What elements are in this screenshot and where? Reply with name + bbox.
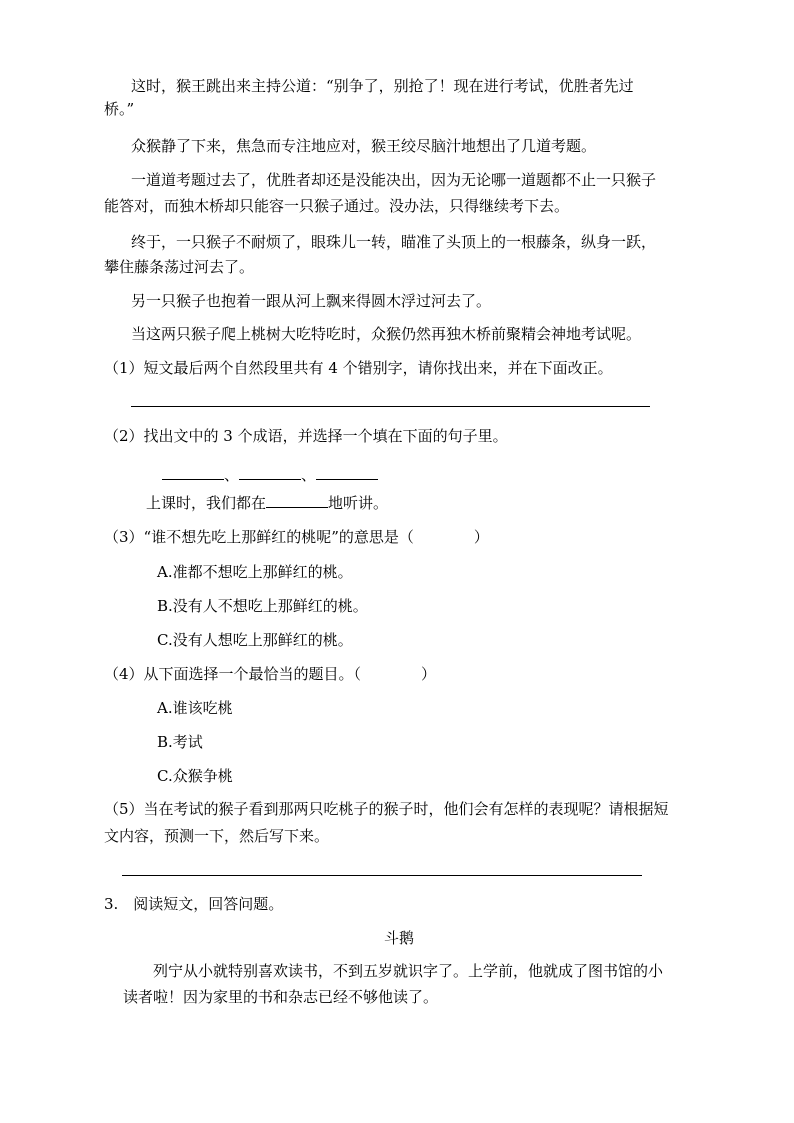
question-3-option-c: C.没有人想吃上那鲜红的桃。 bbox=[157, 631, 353, 649]
question-4: （4）从下面选择一个最恰当的题目。（ ） bbox=[104, 665, 437, 683]
passage-paragraph-6: 当这两只猴子爬上桃树大吃特吃时，众猴仍然再独木桥前聚精会神地考试呢。 bbox=[131, 325, 642, 343]
question-5-line-2: 文内容，预测一下，然后写下来。 bbox=[104, 827, 330, 845]
passage-paragraph-3-line-2: 能答对，而独木桥却只能容一只猴子通过。没办法，只得继续考下去。 bbox=[104, 197, 570, 215]
idiom-blank-1[interactable] bbox=[162, 463, 224, 480]
answer-line-1[interactable] bbox=[131, 406, 650, 407]
question-5-line-1: （5）当在考试的猴子看到那两只吃桃子的猴子时，他们会有怎样的表现呢？请根据短 bbox=[104, 800, 669, 818]
question-4-option-a: A.谁该吃桃 bbox=[157, 699, 233, 717]
section-3-paragraph-line-1: 列宁从小就特别喜欢读书，不到五岁就识字了。上学前，他就成了图书馆的小 bbox=[153, 962, 664, 980]
passage-paragraph-5: 另一只猴子也抱着一跟从河上飘来得圆木浮过河去了。 bbox=[131, 292, 492, 310]
section-3-title: 斗鹅 bbox=[384, 929, 415, 947]
answer-line-5[interactable] bbox=[122, 875, 642, 876]
idiom-blank-3[interactable] bbox=[316, 463, 378, 480]
passage-paragraph-2: 众猴静了下来，焦急而专注地应对，猴王绞尽脑汁地想出了几道考题。 bbox=[131, 137, 597, 155]
passage-paragraph-4-line-2: 攀住藤条荡过河去了。 bbox=[104, 258, 255, 276]
passage-paragraph-3-line-1: 一道道考题过去了，优胜者却还是没能决出，因为无论哪一道题都不止一只猴子 bbox=[131, 171, 657, 189]
question-3: （3）“谁不想先吃上那鲜红的桃呢”的意思是（ ） bbox=[104, 528, 489, 546]
question-4-option-b: B.考试 bbox=[157, 733, 203, 751]
passage-paragraph-4-line-1: 终于，一只猴子不耐烦了，眼珠儿一转，瞄准了头顶上的一根藤条，纵身一跃， bbox=[131, 233, 657, 251]
section-3-heading: 3. 阅读短文，回答问题。 bbox=[104, 895, 284, 913]
idiom-separator-1: 、 bbox=[224, 466, 240, 484]
question-2: （2）找出文中的 3 个成语，并选择一个填在下面的句子里。 bbox=[104, 427, 508, 445]
question-4-option-c: C.众猴争桃 bbox=[157, 767, 233, 785]
fill-in-blank[interactable] bbox=[266, 491, 328, 508]
idiom-blank-2[interactable] bbox=[239, 463, 301, 480]
section-3-paragraph-line-2: 读者啦！因为家里的书和杂志已经不够他读了。 bbox=[123, 988, 439, 1006]
passage-paragraph-1-line-1: 这时，猴王跳出来主持公道：“别争了，别抢了！现在进行考试，优胜者先过 bbox=[131, 77, 634, 95]
fill-in-sentence bbox=[146, 491, 388, 513]
question-3-option-b: B.没有人不想吃上那鲜红的桃。 bbox=[157, 597, 368, 615]
passage-paragraph-1-line-2: 桥。” bbox=[104, 100, 135, 118]
question-1: （1）短文最后两个自然段里共有 4 个错别字，请你找出来，并在下面改正。 bbox=[104, 359, 613, 377]
question-3-option-a: A.准都不想吃上那鲜红的桃。 bbox=[157, 563, 353, 581]
fill-in-sentence-suffix: 地听讲。 bbox=[328, 494, 389, 512]
fill-in-sentence-prefix: 上课时，我们都在 bbox=[146, 494, 267, 512]
idiom-separator-2: 、 bbox=[301, 466, 317, 484]
idiom-blanks-row bbox=[162, 463, 378, 485]
